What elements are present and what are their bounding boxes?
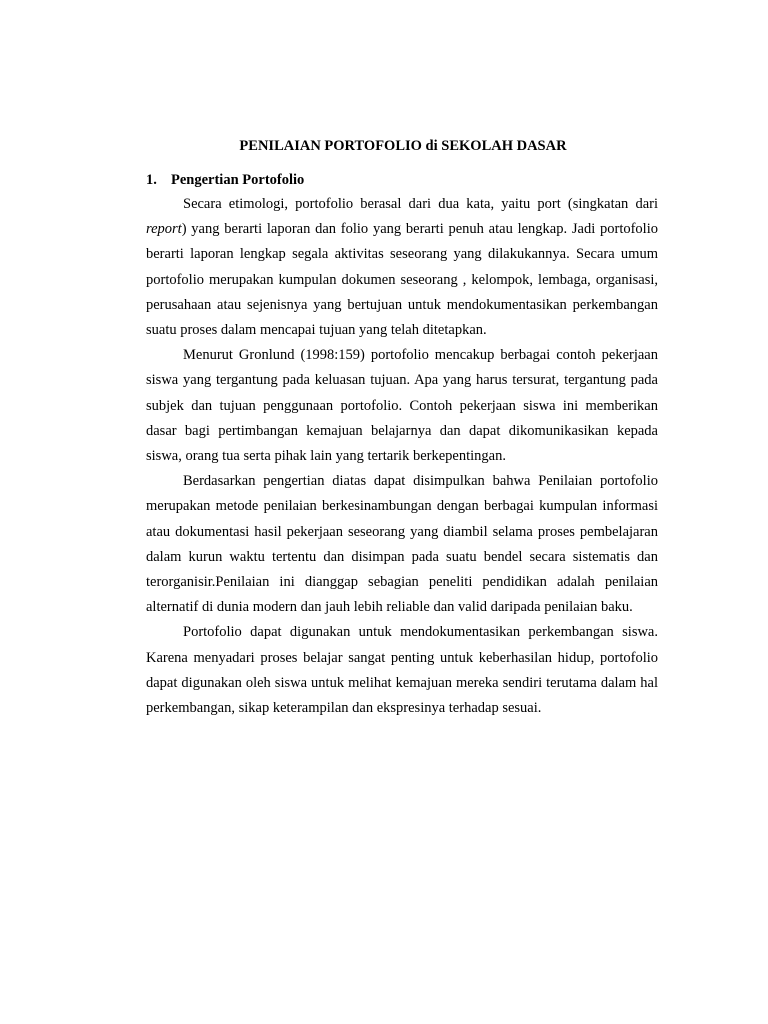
paragraph-text: ) yang berarti laporan dan folio yang berarti penuh atau lengkap. Jadi portofolio berarti laporan lengkap segala aktivitas seseorang yang dilakukannya. Secara umum portofolio merupakan kumpulan dokumen seseorang , kelompok, lembaga, organisasi, perusahaan atau sejenisnya yang bertujuan untuk mendokumentasikan perkembangan suatu proses dalam mencapai tujuan yang telah ditetapkan. bbox=[146, 221, 658, 339]
body-text bbox=[146, 192, 658, 721]
paragraph-text: Secara etimologi, portofolio berasal dari dua kata, yaitu port (singkatan dari bbox=[183, 196, 658, 212]
section-title: Pengertian Portofolio bbox=[171, 172, 305, 188]
paragraph-usage: Portofolio dapat digunakan untuk mendokumentasikan perkembangan siswa. Karena menyadari proses belajar sangat penting untuk keberhasilan hidup, portofolio dapat digunakan oleh siswa untuk melihat kemajuan mereka sendiri terutama dalam hal perkembangan, sikap keterampilan dan ekspresinya terhadap sesuai. bbox=[146, 624, 658, 717]
paragraph-gronlund: Menurut Gronlund (1998:159) portofolio mencakup berbagai contoh pekerjaan siswa yang tergantung pada keluasan tujuan. Apa yang harus tersurat, tergantung pada subjek dan tujuan penggunaan portofolio. Contoh pekerjaan siswa ini memberikan dasar bagi pertimbangan kemajuan belajarnya dan dapat dikomunikasikan kepada siswa, orang tua serta pihak lain yang tertarik berkepentingan. bbox=[146, 347, 658, 465]
section-number: 1. bbox=[146, 172, 157, 188]
page-title: PENILAIAN PORTOFOLIO di SEKOLAH DASAR bbox=[239, 138, 567, 154]
paragraph-conclusion: Berdasarkan pengertian diatas dapat disimpulkan bahwa Penilaian portofolio merupakan metode penilaian berkesinambungan dengan berbagai kumpulan informasi atau dokumentasi hasil pekerjaan seseorang yang diambil selama proses pembelajaran dalam kurun waktu tertentu dan disimpan pada suatu bendel secara sistematis dan terorganisir.Penilaian ini dianggap sebagian peneliti pendidikan adalah penilaian alternatif di dunia modern dan jauh lebih reliable dan valid daripada penilaian baku. bbox=[146, 473, 658, 616]
italic-term: report bbox=[146, 221, 182, 238]
paragraph-etymology bbox=[146, 192, 658, 343]
section-heading bbox=[146, 171, 304, 189]
